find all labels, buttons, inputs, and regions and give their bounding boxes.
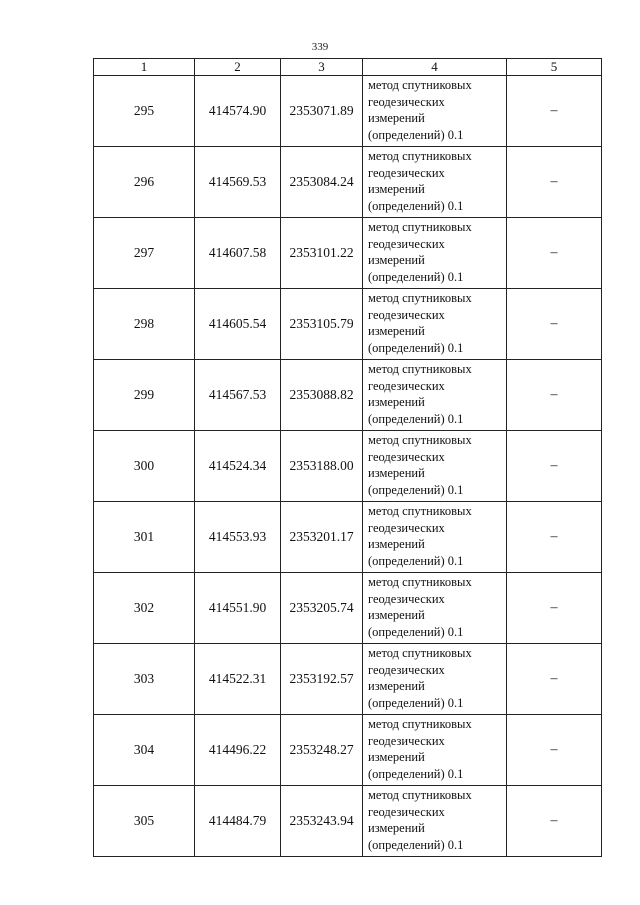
table-row — [94, 289, 602, 360]
x-coordinate: 414522.31 — [195, 644, 281, 715]
method-line: геодезических — [368, 520, 445, 535]
method-line: метод спутниковых — [368, 433, 472, 447]
table-row — [94, 76, 602, 147]
y-coordinate: 2353071.89 — [281, 76, 363, 147]
x-coordinate: 414484.79 — [195, 786, 281, 857]
method-line: измерений — [368, 395, 425, 409]
method-line: геодезических — [368, 378, 445, 393]
method-line: геодезических — [368, 804, 445, 819]
x-coordinate: 414569.53 — [195, 147, 281, 218]
x-coordinate: 414607.58 — [195, 218, 281, 289]
method-description — [363, 76, 507, 147]
point-number: 300 — [94, 431, 195, 502]
y-coordinate: 2353188.00 — [281, 431, 363, 502]
method-line: метод спутниковых — [368, 575, 472, 589]
method-description — [363, 502, 507, 573]
method-line: (определений) 0.1 — [368, 482, 464, 497]
page-number: 339 — [311, 41, 329, 53]
method-line: измерений — [368, 821, 425, 835]
note-cell: – — [507, 147, 602, 218]
method-line: (определений) 0.1 — [368, 553, 464, 568]
note-cell: – — [507, 218, 602, 289]
coordinates-table — [93, 58, 602, 857]
column-header-3: 3 — [281, 59, 363, 76]
method-line: измерений — [368, 466, 425, 480]
table-row — [94, 715, 602, 786]
method-line: геодезических — [368, 236, 445, 251]
y-coordinate: 2353248.27 — [281, 715, 363, 786]
method-description — [363, 715, 507, 786]
point-number: 301 — [94, 502, 195, 573]
point-number: 303 — [94, 644, 195, 715]
method-line: метод спутниковых — [368, 646, 472, 660]
method-description — [363, 786, 507, 857]
x-coordinate: 414605.54 — [195, 289, 281, 360]
method-line: измерений — [368, 537, 425, 551]
method-line: измерений — [368, 324, 425, 338]
method-line: (определений) 0.1 — [368, 411, 464, 426]
method-line: измерений — [368, 608, 425, 622]
method-line: метод спутниковых — [368, 788, 472, 802]
method-line: (определений) 0.1 — [368, 766, 464, 781]
method-line: геодезических — [368, 733, 445, 748]
note-cell: – — [507, 502, 602, 573]
method-line: измерений — [368, 750, 425, 764]
method-line: метод спутниковых — [368, 220, 472, 234]
method-line: геодезических — [368, 165, 445, 180]
point-number: 302 — [94, 573, 195, 644]
y-coordinate: 2353205.74 — [281, 573, 363, 644]
x-coordinate: 414551.90 — [195, 573, 281, 644]
x-coordinate: 414567.53 — [195, 360, 281, 431]
point-number: 305 — [94, 786, 195, 857]
note-cell: – — [507, 786, 602, 857]
method-line: геодезических — [368, 449, 445, 464]
x-coordinate: 414496.22 — [195, 715, 281, 786]
column-header-4: 4 — [363, 59, 507, 76]
method-line: измерений — [368, 182, 425, 196]
method-description — [363, 147, 507, 218]
method-description — [363, 289, 507, 360]
method-line: геодезических — [368, 662, 445, 677]
table-header-row — [94, 59, 602, 76]
method-line: метод спутниковых — [368, 717, 472, 731]
column-header-1: 1 — [94, 59, 195, 76]
point-number: 296 — [94, 147, 195, 218]
x-coordinate: 414553.93 — [195, 502, 281, 573]
point-number: 299 — [94, 360, 195, 431]
y-coordinate: 2353201.17 — [281, 502, 363, 573]
method-line: метод спутниковых — [368, 362, 472, 376]
method-line: измерений — [368, 679, 425, 693]
note-cell: – — [507, 644, 602, 715]
x-coordinate: 414574.90 — [195, 76, 281, 147]
table-row — [94, 644, 602, 715]
method-line: (определений) 0.1 — [368, 269, 464, 284]
method-description — [363, 360, 507, 431]
method-line: метод спутниковых — [368, 291, 472, 305]
method-line: измерений — [368, 253, 425, 267]
method-line: (определений) 0.1 — [368, 695, 464, 710]
y-coordinate: 2353105.79 — [281, 289, 363, 360]
table-row — [94, 147, 602, 218]
note-cell: – — [507, 76, 602, 147]
method-description — [363, 218, 507, 289]
method-line: геодезических — [368, 307, 445, 322]
column-header-5: 5 — [507, 59, 602, 76]
table-row — [94, 502, 602, 573]
note-cell: – — [507, 360, 602, 431]
method-line: (определений) 0.1 — [368, 837, 464, 852]
point-number: 297 — [94, 218, 195, 289]
table-row — [94, 218, 602, 289]
y-coordinate: 2353088.82 — [281, 360, 363, 431]
method-line: (определений) 0.1 — [368, 198, 464, 213]
point-number: 304 — [94, 715, 195, 786]
note-cell: – — [507, 715, 602, 786]
y-coordinate: 2353101.22 — [281, 218, 363, 289]
method-line: измерений — [368, 111, 425, 125]
method-line: геодезических — [368, 94, 445, 109]
note-cell: – — [507, 573, 602, 644]
method-description — [363, 573, 507, 644]
method-description — [363, 431, 507, 502]
method-line: метод спутниковых — [368, 504, 472, 518]
method-description — [363, 644, 507, 715]
method-line: метод спутниковых — [368, 149, 472, 163]
table-row — [94, 786, 602, 857]
y-coordinate: 2353243.94 — [281, 786, 363, 857]
method-line: метод спутниковых — [368, 78, 472, 92]
y-coordinate: 2353084.24 — [281, 147, 363, 218]
method-line: (определений) 0.1 — [368, 340, 464, 355]
table-row — [94, 573, 602, 644]
column-header-2: 2 — [195, 59, 281, 76]
method-line: (определений) 0.1 — [368, 624, 464, 639]
method-line: (определений) 0.1 — [368, 127, 464, 142]
table-row — [94, 360, 602, 431]
note-cell: – — [507, 289, 602, 360]
x-coordinate: 414524.34 — [195, 431, 281, 502]
point-number: 295 — [94, 76, 195, 147]
note-cell: – — [507, 431, 602, 502]
point-number: 298 — [94, 289, 195, 360]
y-coordinate: 2353192.57 — [281, 644, 363, 715]
table-row — [94, 431, 602, 502]
method-line: геодезических — [368, 591, 445, 606]
